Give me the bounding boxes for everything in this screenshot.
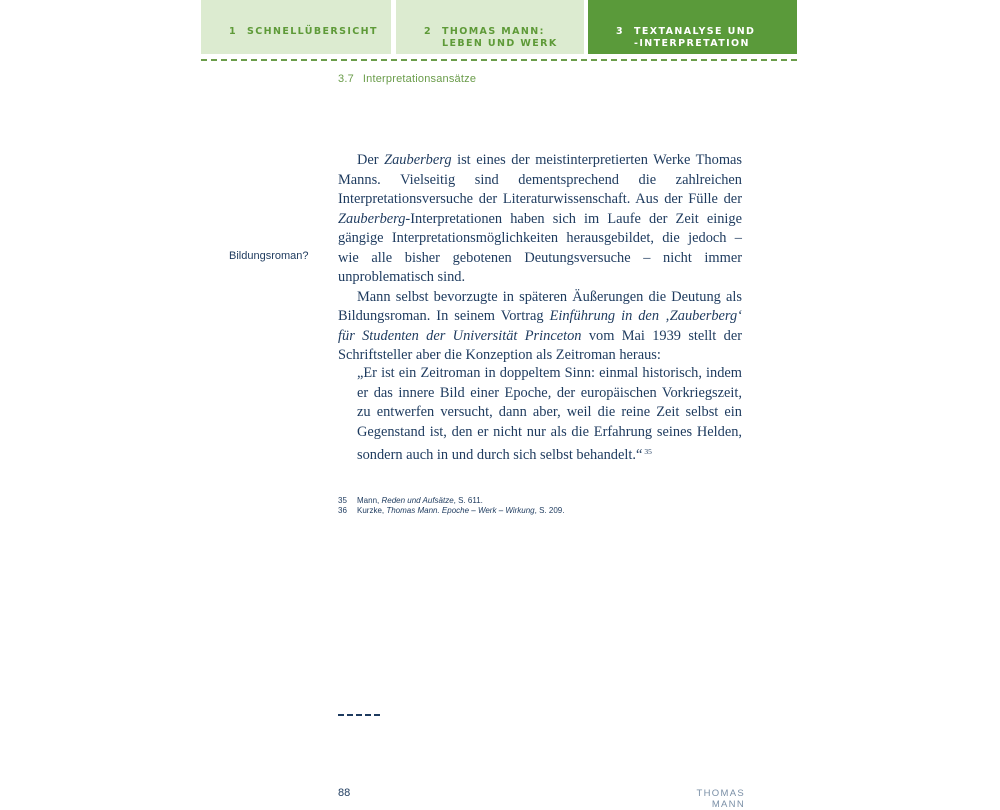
body-text	[338, 151, 742, 366]
footer-dash-mark	[338, 714, 380, 716]
block-quote: „Er ist ein Zeitroman in doppeltem Sinn: einmal historisch, indem er das innere Bild einer Epoche, der europäischen Vorkriegszeit, zu entwerfen versucht, dann aber, weil die reine Zeit selbst ein Gegenstand ist, den er nicht nur als die Erfahrung seines Helden, sondern auch in und durch sich selbst behandelt.“ $^{35}$	[357, 365, 742, 463]
footnote-reference[interactable]: 35	[644, 447, 652, 456]
tab-number: 2	[424, 26, 433, 37]
footnotes	[338, 496, 564, 516]
paragraph: Mann selbst bevorzugte in späteren Äußerungen die Deutung als Bildungsroman. In seinem Vortrag Einführung in den ‚Zauberberg‘ für Studenten der Universität Princeton vom Mai 1939 stellt der Schriftsteller aber die Konzeption als Zeitroman heraus:	[338, 288, 742, 363]
tab-textanalyse-active[interactable]	[588, 0, 797, 54]
section-heading	[338, 73, 476, 85]
section-title: Interpretationsansätze	[362, 73, 477, 85]
tab-label: SCHNELLÜBERSICHT	[247, 26, 378, 37]
tab-thomas-mann-leben-und-werk[interactable]	[396, 0, 584, 54]
paragraph: Der Zauberberg ist eines der meistinterpretierten Werke Thomas Manns. Vielseitig sind dementsprechend die zahlreichen Interpretationsversuche der Literaturwissenschaft. Aus der Fülle der Zauberberg-Interpretationen haben sich im Laufe der Zeit einige gängige Interpretationsmöglichkeiten herausgebildet, die jedoch – wie alle bisher gebotenen Deutungsversuche – nicht immer unproblematisch sind.	[338, 152, 742, 285]
tab-number: 3	[616, 26, 625, 37]
running-title: THOMAS MANN	[696, 788, 745, 810]
tab-schnelluebersicht[interactable]	[201, 0, 391, 54]
page-number: 88	[338, 787, 351, 799]
tab-number: 1	[229, 26, 238, 37]
tab-label: THOMAS MANN: LEBEN UND WERK	[442, 26, 558, 49]
footnote: 36 Kurzke, Thomas Mann. Epoche – Werk – Wirkung, S. 209.	[338, 506, 565, 515]
section-number: 3.7	[338, 73, 354, 85]
margin-note: Bildungsroman?	[229, 250, 309, 262]
header-dashed-divider	[201, 59, 797, 61]
tab-label: TEXTANALYSE UND -INTERPRETATION	[634, 26, 756, 49]
footnote: 35 Mann, Reden und Aufsätze, S. 611.	[338, 496, 483, 505]
